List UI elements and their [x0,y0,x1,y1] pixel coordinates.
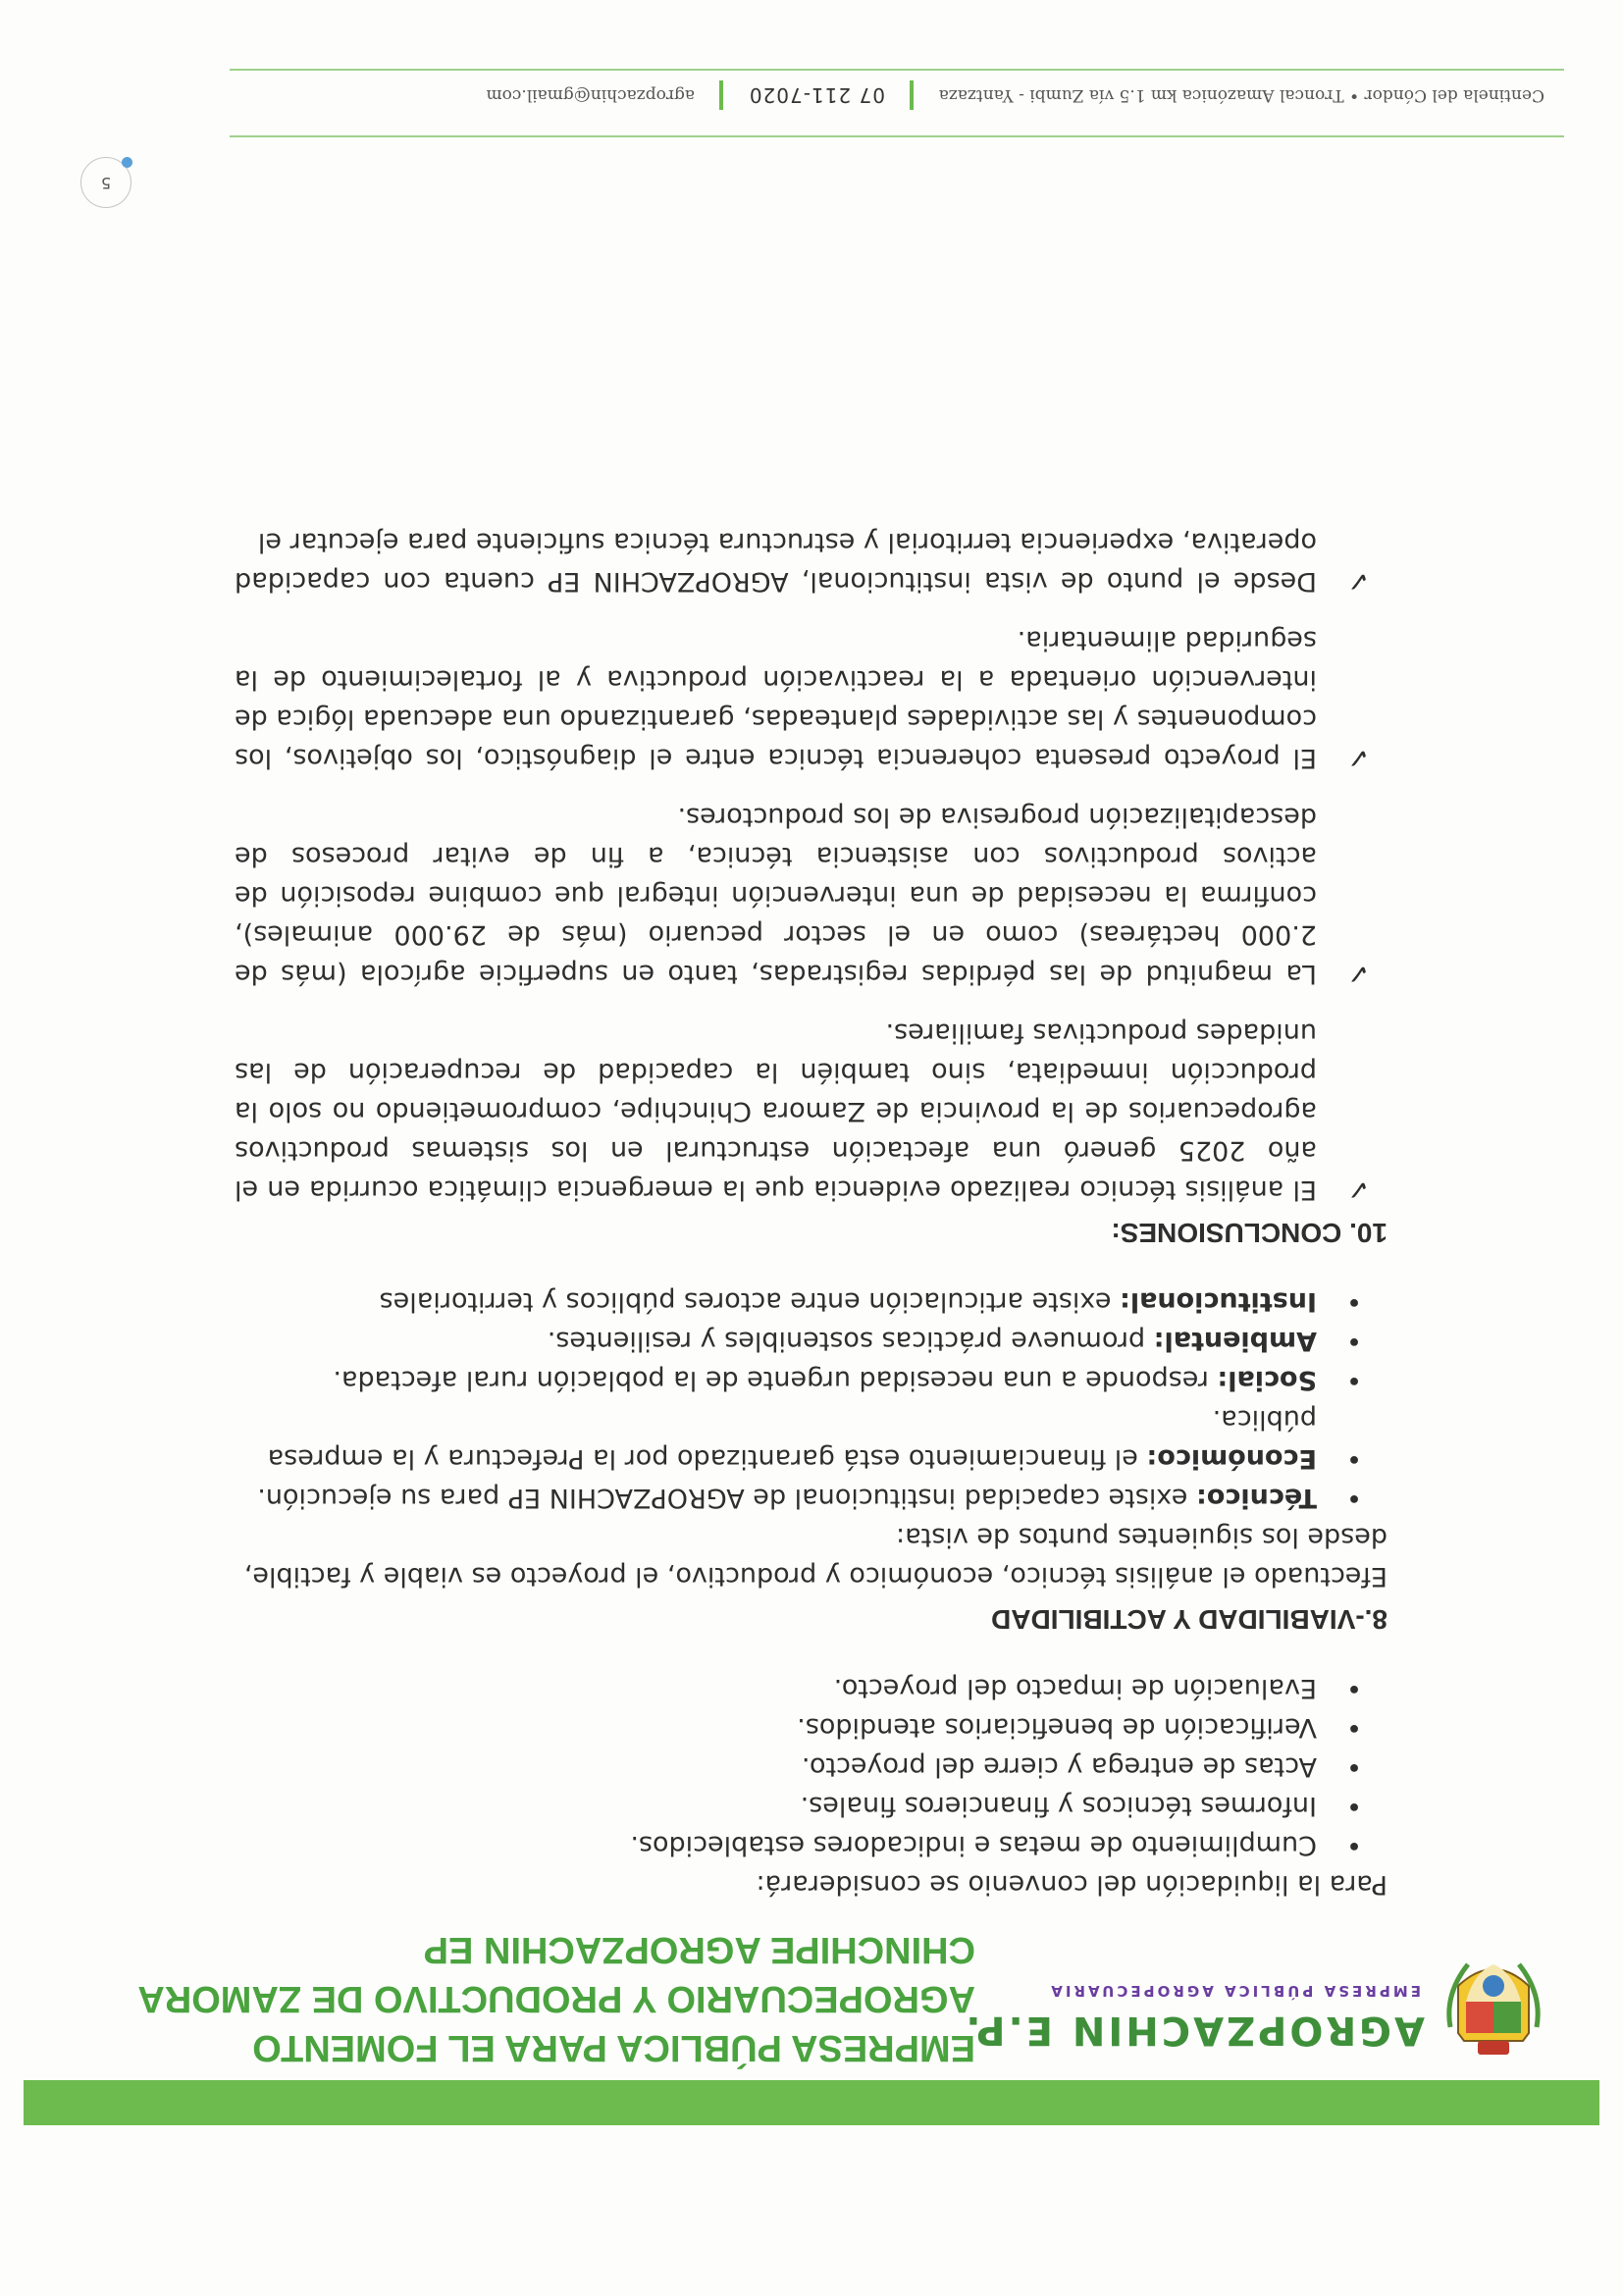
footer-divider [230,69,1564,71]
item-text: El análisis técnico realizado evidencia que la emergencia climática ocurrida en el año 2025 generó una afectación estructural en los sistemas productivos agropecuarios de la provincia de Zamora Chinchipe, comprometiendo no solo la producción inmediata, sino también la capacidad de recuperación de las unidades productivas familiares. [235,1018,1317,1205]
crest-icon [1435,1945,1552,2062]
item-label: Técnico: [1196,1483,1317,1513]
list-item [235,1478,1387,1517]
list-item: • Informes técnicos y financieros finales. [235,1786,1387,1825]
footer [230,77,1564,110]
list-item: • Evaluación de impacto del proyecto. [235,1668,1387,1707]
checkmark-icon: ✓ [1346,958,1370,990]
item-text: existe articulación entre actores públicos y territoriales [379,1286,1121,1317]
viability-intro: Efectuado el análisis técnico, económico y productivo, el proyecto es viable y factible, desde los siguientes puntos de vista: [243,1522,1387,1592]
viability-list [235,1281,1387,1517]
footer-divider [230,135,1564,137]
viability-heading: 8.-VIABILIDAD Y ACTIBILIDAD [991,1604,1387,1635]
item-text: el financiamiento está garantizado por la Prefectura y la empresa pública. [267,1404,1317,1474]
letterhead [33,1884,1564,2080]
list-item [235,620,1387,777]
body-content [235,502,1387,1904]
page-badge-dot [122,157,132,168]
item-text: promueve prácticas sostenibles y resilientes. [547,1326,1154,1356]
conclusions-heading: 10. CONCLUSIONES: [1111,1218,1387,1248]
item-text: responde a una necesidad urgente de la población rural afectada. [333,1365,1218,1395]
company-logo [963,1945,1564,2062]
item-text: Desde el punto de vista institucional, AGROPZACHIN EP cuenta con capacidad operativa, experiencia territorial y estructura técnica suficiente para ejecutar el [235,527,1317,597]
conclusions-list [235,522,1387,1209]
list-item: • Verificación de beneficiarios atendidos. [235,1707,1387,1747]
list-item [235,1281,1387,1321]
list-item [235,1360,1387,1399]
item-text: El proyecto presenta coherencia técnica entre el diagnóstico, los objetivos, los componentes y las actividades planteadas, garantizando una adecuada lógica de intervención orientada a la reactivación productiva y al fortalecimiento de la seguridad alimentaria. [235,625,1317,773]
footer-separator [910,80,914,110]
list-item: • Actas de entrega y cierre del proyecto. [235,1747,1387,1786]
list-item [235,797,1387,993]
list-item [235,1399,1387,1478]
list-item [235,1321,1387,1360]
list-item [235,1013,1387,1209]
footer-separator [719,80,723,110]
item-label: Institucional: [1120,1286,1317,1317]
checkmark-icon: ✓ [1346,1174,1370,1206]
footer-phone: 07 211-7020 [748,83,885,107]
page-number-text: 5 [100,174,112,192]
liquidation-intro: Para la liquidación del convenio se considerará: [756,1869,1387,1900]
page-number [80,157,131,208]
brand-name: AGROPZACHIN E.P. [963,2008,1425,2053]
footer-email: agropzachin@gmail.com [486,85,696,105]
item-label: Ambiental: [1153,1326,1317,1356]
brand-subtitle: EMPRESA PÚBLICA AGROPECUARIA [1048,1982,1421,2000]
header-green-band [24,2080,1599,2125]
liquidation-list [235,1668,1387,1864]
list-item: • Cumplimiento de metas e indicadores establecidos. [235,1825,1387,1864]
list-item [235,522,1387,600]
footer-address: Centinela del Cóndor • Troncal Amazónica km 1.5 vía Zumbi - Yantzaza [938,85,1544,105]
item-label: Social: [1217,1365,1317,1395]
header-title: EMPRESA PÚBLICA PARA EL FOMENTO AGROPECUARIO Y PRODUCTIVO DE ZAMORA CHINCHIPE AGROPZACHIN EP [138,1929,975,2068]
item-text: La magnitud de las pérdidas registradas, tanto en superficie agrícola (más de 2.000 hectáreas) como en el sector pecuario (más de 29.000 animales), confirma la necesidad de una intervención integral que combine reposición de activos productivos con asistencia técnica, a fin de evitar procesos de descapitalización progresiva de los productores. [235,802,1317,989]
checkmark-icon: ✓ [1346,565,1370,598]
item-text: existe capacidad institucional de AGROPZACHIN EP para su ejecución. [257,1483,1197,1513]
checkmark-icon: ✓ [1346,742,1370,774]
item-label: Económico: [1146,1443,1317,1474]
